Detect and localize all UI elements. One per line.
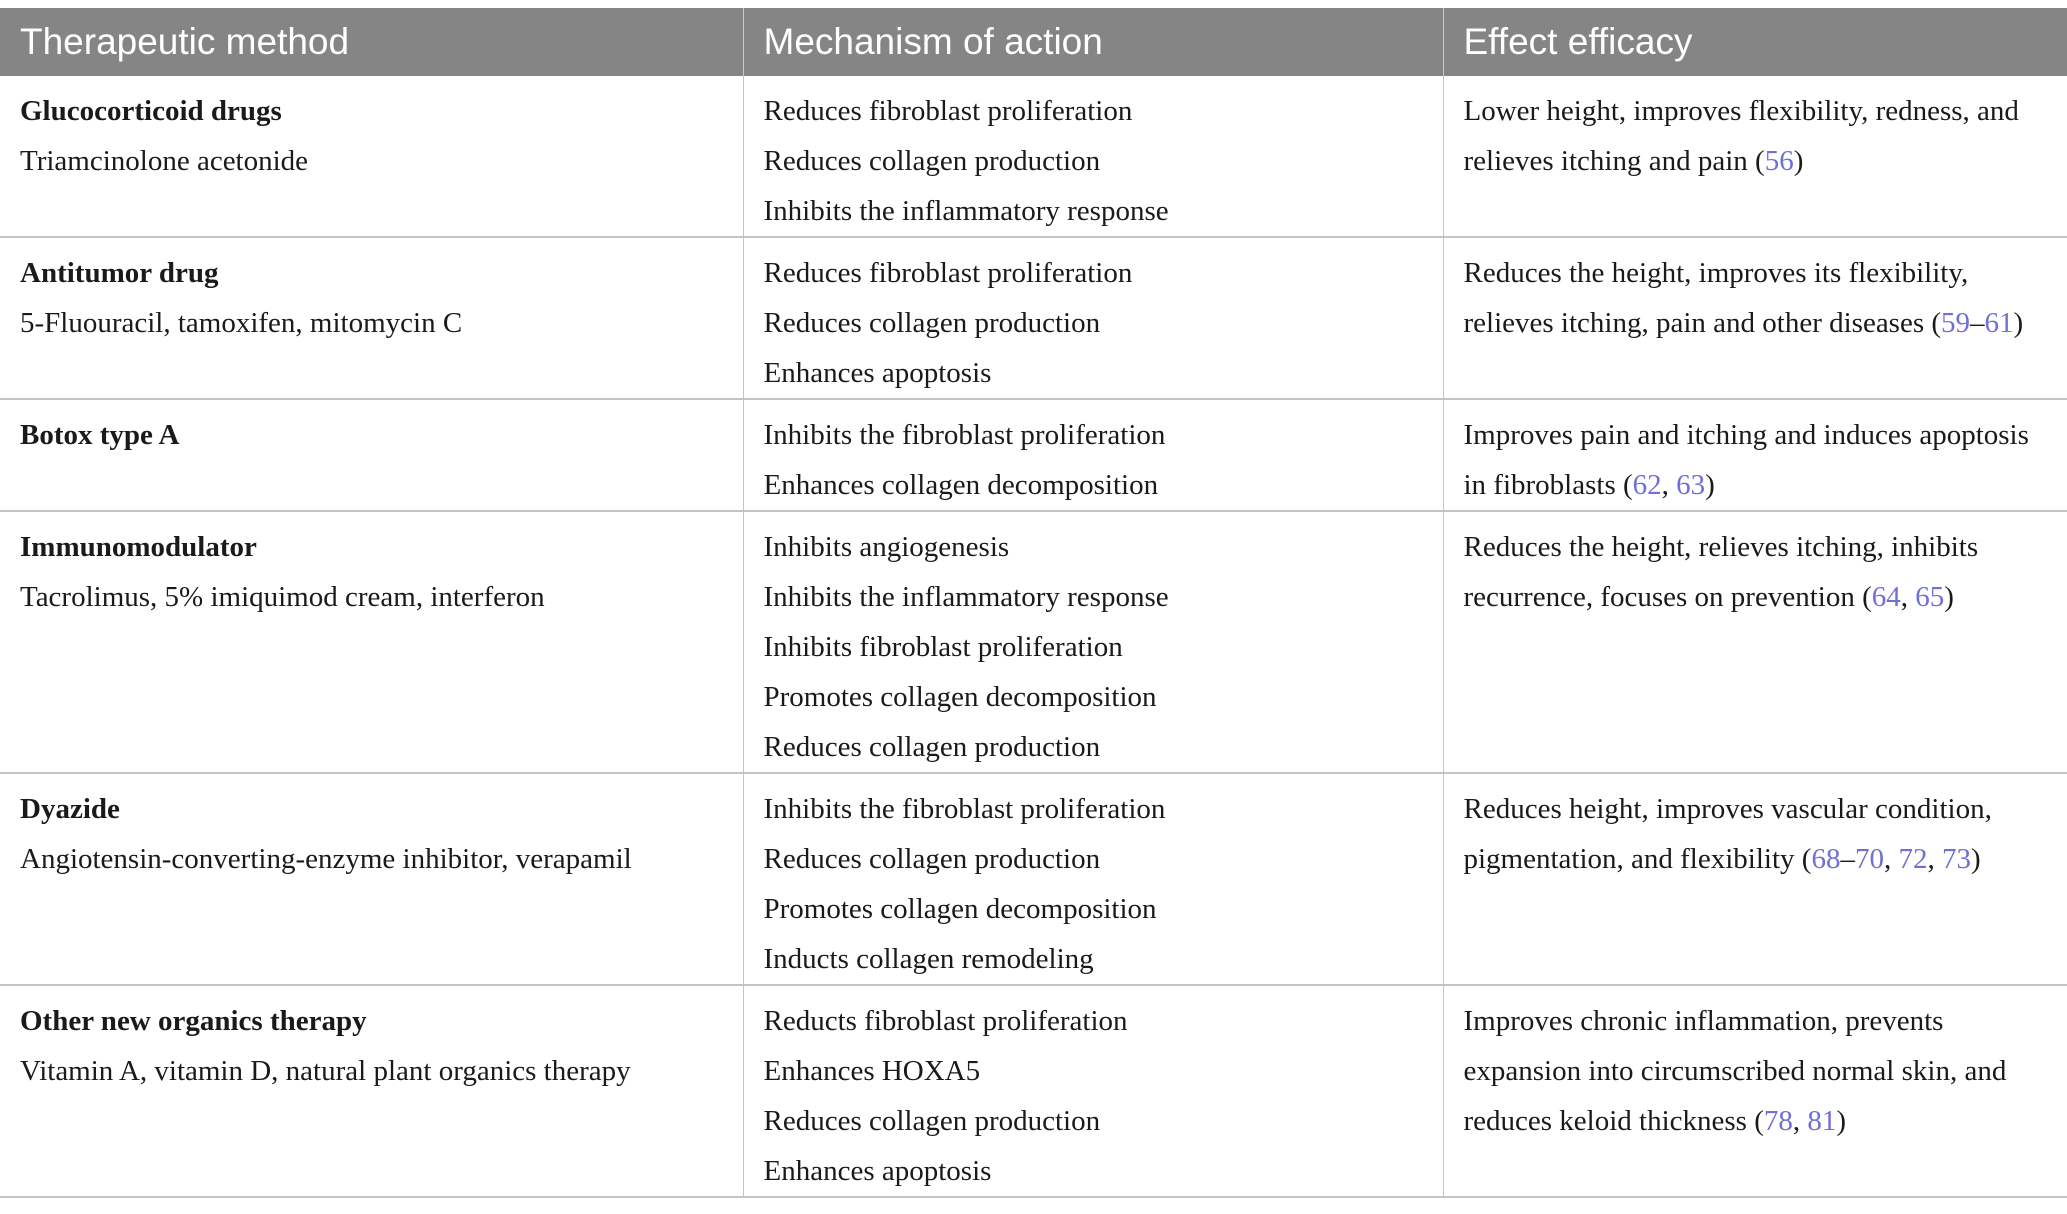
table-row	[0, 237, 2067, 399]
efficacy-cell	[1443, 511, 2067, 773]
method-examples: Triamcinolone acetonide	[20, 145, 309, 177]
method-name: Immunomodulator	[20, 531, 257, 563]
header-row	[0, 8, 2067, 76]
mechanism-item: Promotes collagen decomposition	[763, 681, 1157, 713]
header-effect-efficacy: Effect efficacy	[1443, 8, 2067, 76]
efficacy-line	[1464, 834, 2047, 884]
citation-link[interactable]: 56	[1764, 145, 1794, 177]
efficacy-text: relieves itching and pain (	[1463, 145, 1765, 177]
citation-link[interactable]: 64	[1871, 581, 1901, 613]
mechanism-item: Enhances collagen decomposition	[763, 469, 1159, 501]
citation-link[interactable]: 73	[1941, 843, 1971, 875]
efficacy-line	[1464, 1096, 2047, 1146]
efficacy-text: ,	[1792, 1105, 1808, 1137]
efficacy-text: ,	[1927, 843, 1942, 875]
method-name: Botox type A	[20, 419, 180, 451]
efficacy-text: expansion into circumscribed normal skin, and	[1463, 1055, 2007, 1087]
efficacy-line	[1464, 86, 2047, 136]
mechanism-item: Enhances apoptosis	[763, 357, 992, 389]
mechanism-item: Reduces collagen production	[763, 307, 1101, 339]
header-therapeutic-method: Therapeutic method	[0, 8, 743, 76]
citation-link[interactable]: 63	[1676, 469, 1706, 501]
efficacy-text: –	[1970, 307, 1985, 339]
mechanism-item: Enhances HOXA5	[763, 1055, 981, 1087]
table-body	[0, 76, 2067, 1197]
efficacy-text: Reduces the height, improves its flexibility,	[1463, 257, 1969, 289]
table-row	[0, 399, 2067, 511]
mechanism-cell	[743, 511, 1443, 773]
citation-link[interactable]: 62	[1632, 469, 1662, 501]
mechanism-item: Reduces collagen production	[763, 843, 1101, 875]
efficacy-text: Reduces the height, relieves itching, inhibits	[1463, 531, 1979, 563]
efficacy-line	[1464, 460, 2047, 510]
method-name: Antitumor drug	[20, 257, 219, 289]
citation-link[interactable]: 65	[1915, 581, 1945, 613]
method-examples: 5-Fluouracil, tamoxifen, mitomycin C	[20, 307, 463, 339]
efficacy-line	[1464, 522, 2047, 572]
method-name: Dyazide	[20, 793, 120, 825]
mechanism-item: Inhibits the fibroblast proliferation	[763, 793, 1166, 825]
efficacy-line	[1464, 572, 2047, 622]
citation-link[interactable]: 70	[1854, 843, 1884, 875]
efficacy-cell	[1443, 76, 2067, 237]
header-mechanism-of-action: Mechanism of action	[743, 8, 1443, 76]
efficacy-line	[1464, 298, 2047, 348]
efficacy-line	[1464, 248, 2047, 298]
efficacy-cell	[1443, 985, 2067, 1197]
mechanism-item: Inducts collagen remodeling	[763, 943, 1094, 975]
method-cell	[0, 511, 743, 773]
efficacy-text: )	[1836, 1105, 1847, 1137]
efficacy-line	[1464, 784, 2047, 834]
mechanism-cell	[743, 773, 1443, 985]
citation-link[interactable]: 68	[1811, 843, 1841, 875]
efficacy-cell	[1443, 773, 2067, 985]
citation-link[interactable]: 78	[1763, 1105, 1793, 1137]
method-name: Glucocorticoid drugs	[20, 95, 282, 127]
efficacy-text: Lower height, improves flexibility, redness, and	[1463, 95, 2019, 127]
efficacy-line	[1464, 996, 2047, 1046]
efficacy-text: reduces keloid thickness (	[1463, 1105, 1764, 1137]
table-row	[0, 773, 2067, 985]
efficacy-line	[1464, 1046, 2047, 1096]
efficacy-line	[1464, 410, 2047, 460]
method-examples: Vitamin A, vitamin D, natural plant organics therapy	[20, 1055, 631, 1087]
citation-link[interactable]: 72	[1898, 843, 1928, 875]
mechanism-cell	[743, 399, 1443, 511]
table-header	[0, 8, 2067, 76]
efficacy-text: ,	[1900, 581, 1916, 613]
efficacy-text: )	[1705, 469, 1715, 501]
method-examples: Angiotensin-converting-enzyme inhibitor, verapamil	[20, 843, 632, 875]
method-examples: Tacrolimus, 5% imiquimod cream, interferon	[20, 581, 545, 613]
method-cell	[0, 237, 743, 399]
efficacy-text: Improves pain and itching and induces apoptosis	[1463, 419, 2029, 451]
mechanism-item: Promotes collagen decomposition	[763, 893, 1157, 925]
method-cell	[0, 399, 743, 511]
efficacy-text: –	[1840, 843, 1855, 875]
mechanism-item: Inhibits fibroblast proliferation	[763, 631, 1123, 663]
efficacy-text: ,	[1661, 469, 1677, 501]
method-cell	[0, 76, 743, 237]
therapy-table	[0, 8, 2067, 1198]
efficacy-text: Improves chronic inflammation, prevents	[1463, 1005, 1944, 1037]
mechanism-item: Enhances apoptosis	[763, 1155, 992, 1187]
mechanism-item: Inhibits the inflammatory response	[763, 195, 1169, 227]
efficacy-cell	[1443, 237, 2067, 399]
mechanism-item: Reducts fibroblast proliferation	[763, 1005, 1128, 1037]
mechanism-item: Inhibits the fibroblast proliferation	[763, 419, 1166, 451]
citation-link[interactable]: 81	[1807, 1105, 1837, 1137]
efficacy-text: )	[2013, 307, 2024, 339]
mechanism-item: Reduces fibroblast proliferation	[763, 95, 1133, 127]
mechanism-item: Inhibits angiogenesis	[763, 531, 1010, 563]
efficacy-text: )	[1970, 843, 1981, 875]
efficacy-text: Reduces height, improves vascular condition,	[1463, 793, 1992, 825]
citation-link[interactable]: 61	[1984, 307, 2014, 339]
efficacy-text: pigmentation, and flexibility (	[1463, 843, 1812, 875]
method-name: Other new organics therapy	[20, 1005, 367, 1037]
table-row	[0, 511, 2067, 773]
mechanism-item: Inhibits the inflammatory response	[763, 581, 1169, 613]
efficacy-cell	[1443, 399, 2067, 511]
mechanism-cell	[743, 985, 1443, 1197]
method-cell	[0, 985, 743, 1197]
mechanism-cell	[743, 237, 1443, 399]
method-cell	[0, 773, 743, 985]
mechanism-item: Reduces collagen production	[763, 731, 1101, 763]
table-row	[0, 985, 2067, 1197]
mechanism-item: Reduces collagen production	[763, 145, 1101, 177]
efficacy-text: recurrence, focuses on prevention (	[1463, 581, 1872, 613]
efficacy-text: ,	[1883, 843, 1899, 875]
efficacy-text: )	[1944, 581, 1954, 613]
mechanism-cell	[743, 76, 1443, 237]
citation-link[interactable]: 59	[1941, 307, 1971, 339]
efficacy-line	[1464, 136, 2047, 186]
mechanism-item: Reduces collagen production	[763, 1105, 1101, 1137]
efficacy-text: )	[1793, 145, 1804, 177]
efficacy-text: relieves itching, pain and other diseases (	[1463, 307, 1942, 339]
table-row	[0, 76, 2067, 237]
mechanism-item: Reduces fibroblast proliferation	[763, 257, 1133, 289]
efficacy-text: in fibroblasts (	[1463, 469, 1633, 501]
